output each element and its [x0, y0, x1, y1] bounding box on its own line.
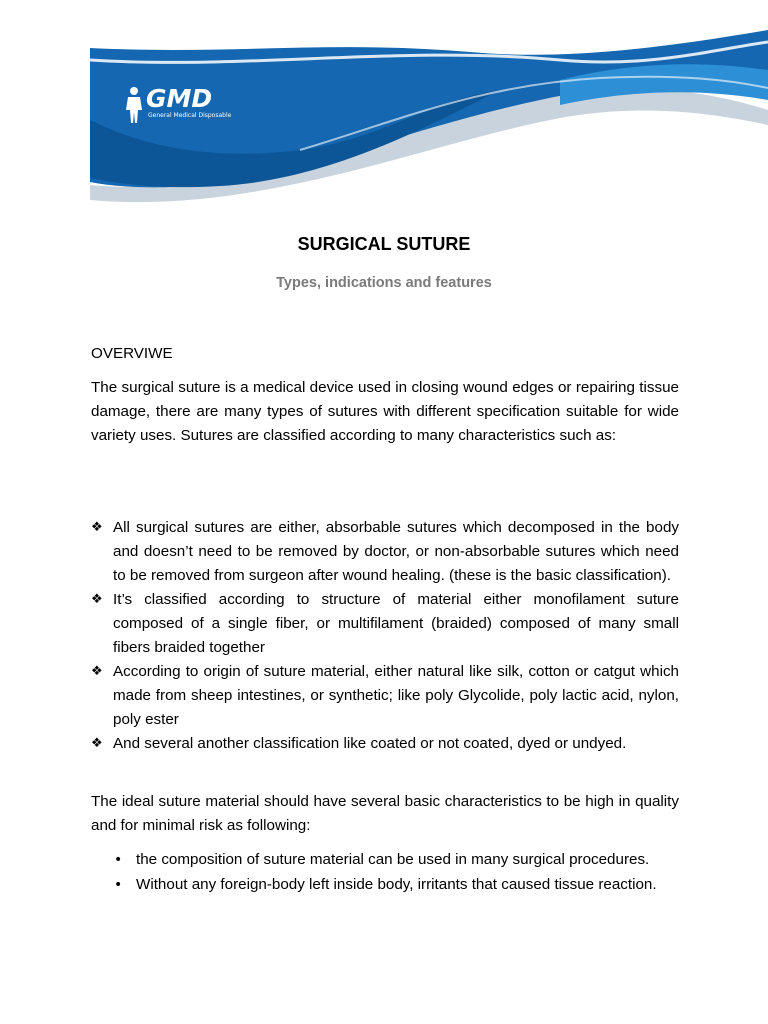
list-item	[112, 848, 679, 872]
list-item	[112, 873, 679, 897]
list-item	[91, 516, 679, 588]
list-item-text: It’s classified according to structure of material either monofilament suture composed of a single fiber, or multifilament (braided) composed of many small fibers braided together	[113, 591, 679, 656]
characteristics-list	[112, 848, 679, 898]
ideal-characteristics-paragraph: The ideal suture material should have several basic characteristics to be high in quality and for minimal risk as following:	[91, 793, 679, 834]
list-item	[91, 732, 679, 756]
intro-paragraph: The surgical suture is a medical device used in closing wound edges or repairing tissue damage, there are many types of sutures with different specification suitable for wide variety uses. Sutures are classified according to many characteristics such as:	[91, 379, 679, 444]
diamond-bullet-icon: ❖	[91, 520, 103, 535]
classification-list	[91, 516, 679, 756]
logo-text: GMD	[146, 84, 213, 113]
list-item-text: Without any foreign-body left inside body, irritants that caused tissue reaction.	[136, 876, 657, 893]
section-heading: OVERVIWE	[91, 345, 173, 362]
list-item	[91, 588, 679, 660]
bullet-icon: •	[114, 877, 123, 893]
bullet-icon: •	[114, 852, 123, 868]
diamond-bullet-icon: ❖	[91, 736, 103, 751]
logo-tagline: General Medical Disposable	[148, 112, 232, 119]
list-item	[91, 660, 679, 732]
header-banner	[0, 0, 768, 210]
list-item-text: And several another classification like coated or not coated, dyed or undyed.	[113, 735, 627, 752]
diamond-bullet-icon: ❖	[91, 592, 103, 607]
list-item-text: All surgical sutures are either, absorbable sutures which decomposed in the body and doesn’t need to be removed by doctor, or non-absorbable sutures which need to be removed from surgeon after wound healing. (these is the basic classification).	[113, 519, 679, 584]
diamond-bullet-icon: ❖	[91, 664, 103, 679]
list-item-text: the composition of suture material can be used in many surgical procedures.	[136, 851, 650, 868]
list-item-text: According to origin of suture material, either natural like silk, cotton or catgut which made from sheep intestines, or synthetic; like poly Glycolide, poly lactic acid, nylon, poly ester	[113, 663, 679, 728]
document-subtitle: Types, indications and features	[276, 275, 492, 291]
document-title: SURGICAL SUTURE	[297, 234, 471, 254]
